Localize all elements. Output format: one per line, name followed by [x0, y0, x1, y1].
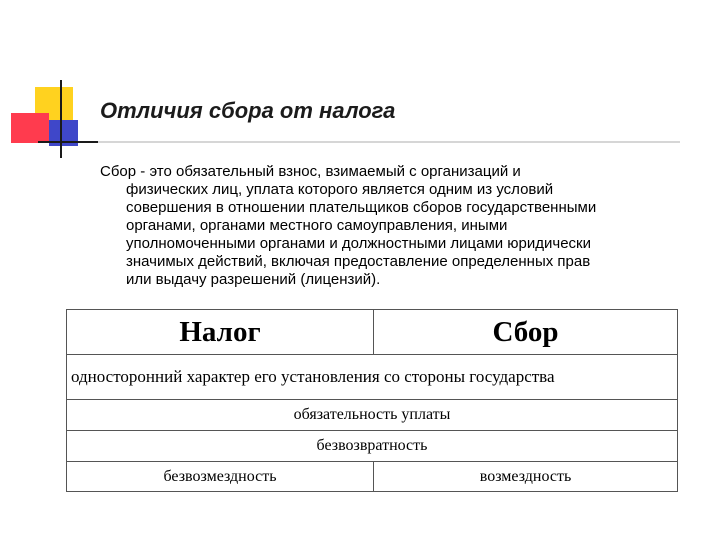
header-fee: Сбор — [374, 310, 678, 355]
definition-first-line — [100, 163, 695, 181]
definition-line: значимых действий, включая предоставление определенных прав — [126, 253, 591, 270]
definition-line: или выдачу разрешений (лицензий). — [126, 271, 381, 288]
table-row — [67, 400, 678, 431]
fee-feature-cell: возмездность — [374, 462, 678, 492]
shared-feature-cell: односторонний характер его установления со стороны государства — [67, 355, 678, 400]
decor-vertical-line — [60, 80, 62, 158]
definition-first-line-text: - это обязательный взнос, взимаемый с организаций и — [136, 163, 521, 180]
shared-feature-cell: обязательность уплаты — [67, 400, 678, 431]
definition-line: совершения в отношении плательщиков сборов государственными — [126, 199, 597, 216]
table-row — [67, 462, 678, 492]
decor-red-square — [11, 113, 49, 143]
header-tax: Налог — [67, 310, 374, 355]
slide-title: Отличия сбора от налога — [100, 98, 396, 123]
definition-text — [100, 163, 695, 289]
definition-line: физических лиц, уплата которого является одним из условий — [126, 181, 554, 198]
decor-accent-line — [38, 141, 98, 143]
definition-line: уполномоченными органами и должностными лицами юридически — [126, 235, 591, 252]
shared-feature-cell: безвозвратность — [67, 431, 678, 462]
definition-line: органами, органами местного самоуправления, иными — [126, 217, 508, 234]
table-row — [67, 355, 678, 400]
table-header-row — [67, 310, 678, 355]
title-underline — [98, 141, 680, 143]
tax-feature-cell: безвозмездность — [67, 462, 374, 492]
definition-term: Сбор — [100, 163, 137, 180]
comparison-table — [66, 309, 678, 492]
table-row — [67, 431, 678, 462]
